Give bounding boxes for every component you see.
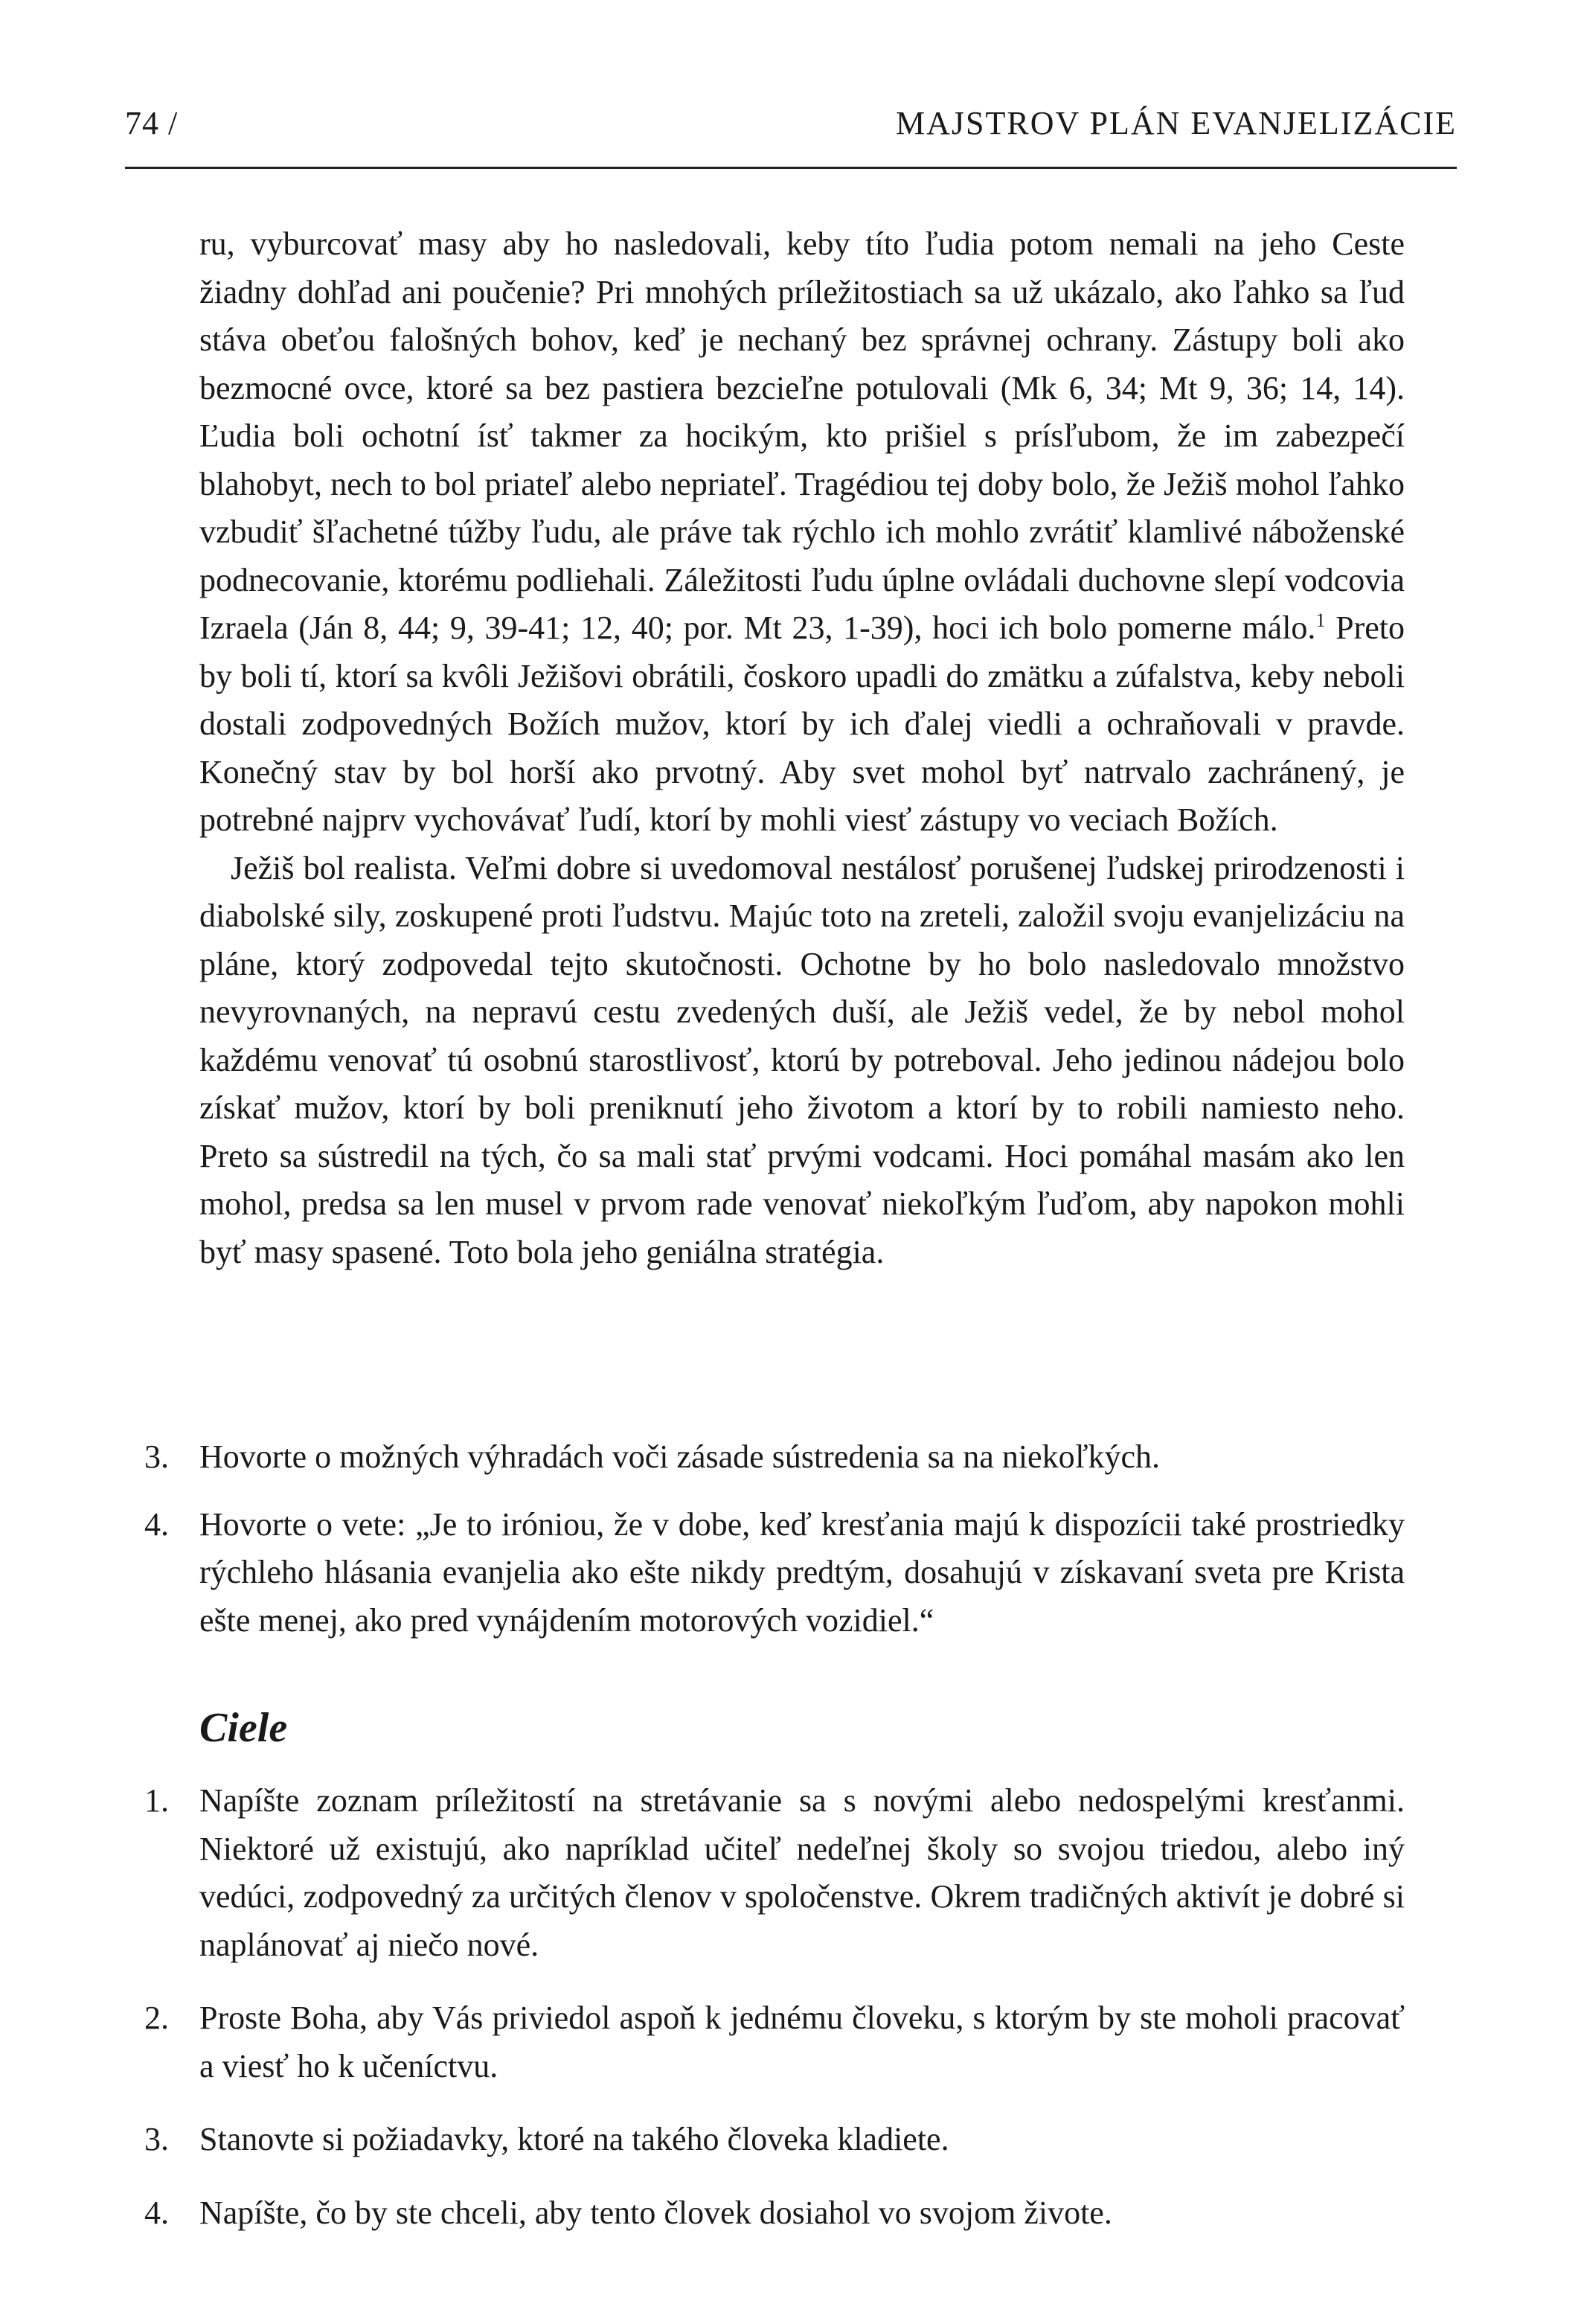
list-item-text: Hovorte o vete: „Je to iróniou, že v dobe, keď kresťania majú k dispozícii také prostriedky rýchleho hlásania evanjelia ako ešte nikdy predtým, dosahujú v získavaní sveta pre Krista ešte menej, ako pred vynájdením motorových vozidiel.“ [199, 1505, 1405, 1639]
list-item [125, 1994, 1405, 2090]
page-number: 74 / [125, 105, 179, 141]
list-item-text: Napíšte, čo by ste chceli, aby tento človek dosiahol vo svojom živote. [199, 2194, 1112, 2231]
running-title: MAJSTROV PLÁN EVANJELIZÁCIE [896, 105, 1457, 141]
goals-list [125, 1777, 1405, 2237]
list-item-number: 4. [144, 2194, 169, 2231]
list-item [125, 1501, 1405, 1645]
list-item-number: 3. [144, 1438, 169, 1475]
list-item [125, 2189, 1405, 2238]
list-item-number: 3. [144, 2121, 169, 2157]
footnote-mark: 1 [1315, 609, 1326, 631]
list-item [125, 2116, 1405, 2164]
list-item-number: 2. [144, 2000, 169, 2036]
discussion-list [125, 1433, 1405, 1645]
list-item-number: 1. [144, 1782, 169, 1819]
list-item [125, 1433, 1405, 1482]
list-item-text: Stanovte si požiadavky, ktoré na takého človeka kladiete. [199, 2121, 949, 2157]
body-text [199, 220, 1405, 1276]
paragraph-2: Ježiš bol realista. Veľmi dobre si uvedomoval nestálosť porušenej ľudskej prirodzenosti i diabolské sily, zoskupené proti ľudstvu. Majúc toto na zreteli, založil svoju evanjelizáciu na pláne, ktorý zodpovedal tejto skutočnosti. Ochotne by ho bolo nasledovalo množstvo nevyrovnaných, na nepravú cestu zvedených duší, ale Ježiš vedel, že by nebol mohol každému venovať tú osobnú starostlivosť, ktorú by potreboval. Jeho jedinou nádejou bolo získať mužov, ktorí by boli preniknutí jeho životom a ktorí by to robili namiesto neho. Preto sa sústredil na tých, čo sa mali stať prvými vodcami. Hoci pomáhal masám ako len mohol, predsa sa len musel v prvom rade venovať niekoľkým ľuďom, aby napokon mohli byť masy spasené. Toto bola jeho geniálna stratégia. [199, 849, 1405, 1270]
page-header [125, 104, 1457, 156]
header-divider [125, 167, 1457, 169]
paragraph-1 [199, 220, 1405, 845]
list-item-text: Napíšte zoznam príležitostí na stretávanie sa s novými alebo nedospelými kresťanmi. Niektoré už existujú, ako napríklad učiteľ nedeľnej školy so svojou triedou, alebo iný vedúci, zodpovedný za určitých členov v spoločenstve. Okrem tradičných aktivít je dobré si naplánovať aj niečo nové. [199, 1782, 1405, 1963]
list-item-text: Hovorte o možných výhradách voči zásade sústredenia sa na niekoľkých. [199, 1438, 1160, 1475]
list-item-number: 4. [144, 1505, 169, 1543]
paragraph-1-part-b: Preto by boli tí, ktorí sa kvôli Ježišovi obrátili, čoskoro upadli do zmätku a zúfalstva, keby neboli dostali zodpovedných Božích mužov, ktorí by ich ďalej viedli a ochraňovali v pravde. Konečný stav by bol horší ako prvotný. Aby svet mohol byť natrvalo zachránený, je potrebné najprv vychovávať ľudí, ktorí by mohli viesť zástupy vo veciach Božích. [199, 609, 1405, 838]
section-heading-ciele: Ciele [199, 1705, 288, 1751]
list-item [125, 1777, 1405, 1969]
paragraph-1-part-a: ru, vyburcovať masy aby ho nasledovali, keby títo ľudia potom nemali na jeho Ceste žiadny dohľad ani poučenie? Pri mnohých príležitostiach sa už ukázalo, ako ľahko sa ľud stáva obeťou falošných bohov, keď je nechaný bez správnej ochrany. Zástupy boli ako bezmocné ovce, ktoré sa bez pastiera bezcieľne potulovali (Mk 6, 34; Mt 9, 36; 14, 14). Ľudia boli ochotní ísť takmer za hocikým, kto prišiel s prísľubom, že im zabezpečí blahobyt, nech to bol priateľ alebo nepriateľ. Tragédiou tej doby bolo, že Ježiš mohol ľahko vzbudiť šľachetné túžby ľudu, ale práve tak rýchlo ich mohlo zvrátiť klamlivé náboženské podnecovanie, ktorému podliehali. Záležitosti ľudu úplne ovládali duchovne slepí vodcovia Izraela (Ján 8, 44; 9, 39-41; 12, 40; por. Mt 23, 1-39), hoci ich bolo pomerne málo. [199, 225, 1405, 646]
list-item-text: Proste Boha, aby Vás priviedol aspoň k jednému človeku, s ktorým by ste moholi pracovať a viesť ho k učeníctvu. [199, 2000, 1405, 2084]
